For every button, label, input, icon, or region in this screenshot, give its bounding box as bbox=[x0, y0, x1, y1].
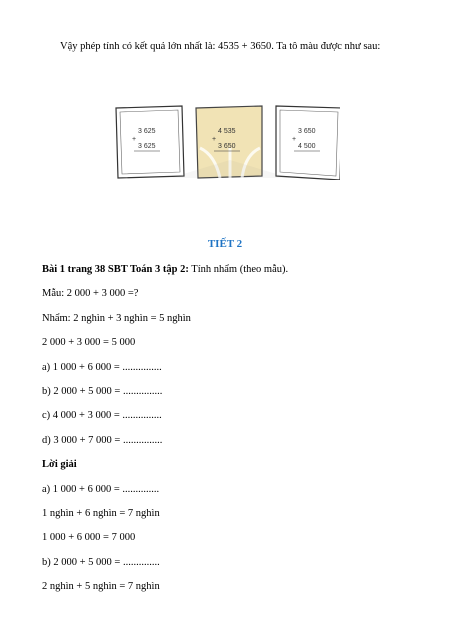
card-3-bottom: 4 500 bbox=[298, 143, 316, 150]
solution-line: a) 1 000 + 6 000 = .............. bbox=[42, 484, 160, 495]
card-3-op: + bbox=[292, 136, 297, 143]
text-line: Nhẩm: 2 nghìn + 3 nghìn = 5 nghìn bbox=[42, 313, 191, 324]
card-2-top: 4 535 bbox=[218, 128, 236, 135]
addition-cards-illustration bbox=[110, 100, 340, 180]
watermark-shape bbox=[170, 160, 290, 178]
section-heading: TIẾT 2 bbox=[207, 238, 243, 250]
text-line: b) 2 000 + 5 000 = ............... bbox=[42, 386, 163, 397]
text-line: a) 1 000 + 6 000 = ............... bbox=[42, 362, 162, 373]
solution-line: b) 2 000 + 5 000 = .............. bbox=[42, 557, 160, 568]
card-1-top: 3 625 bbox=[138, 128, 156, 135]
solution-line: 1 nghìn + 6 nghìn = 7 nghìn bbox=[42, 508, 160, 519]
solution-line: 1 000 + 6 000 = 7 000 bbox=[42, 532, 136, 543]
card-2-bottom: 3 650 bbox=[218, 143, 236, 150]
exercise-line bbox=[42, 263, 288, 276]
text-line: c) 4 000 + 3 000 = ............... bbox=[42, 410, 162, 421]
intro-text: Vậy phép tính có kết quả lớn nhất là: 4535 + 3650. Ta tô màu được như sau: bbox=[60, 41, 381, 52]
card-1 bbox=[116, 106, 184, 178]
text-line: d) 3 000 + 7 000 = ............... bbox=[42, 435, 163, 446]
card-3-top: 3 650 bbox=[298, 128, 316, 135]
card-1-op: + bbox=[132, 136, 137, 143]
exercise-instruction: Tính nhẩm (theo mẫu). bbox=[188, 264, 289, 275]
exercise-title: Bài 1 trang 38 SBT Toán 3 tập 2: bbox=[42, 264, 189, 275]
text-line: 2 000 + 3 000 = 5 000 bbox=[42, 337, 136, 348]
card-3 bbox=[276, 106, 340, 180]
solution-heading: Lời giải bbox=[42, 459, 77, 470]
text-line: Mẫu: 2 000 + 3 000 =? bbox=[42, 288, 139, 299]
card-2-op: + bbox=[212, 136, 217, 143]
solution-line: 2 nghìn + 5 nghìn = 7 nghìn bbox=[42, 581, 160, 592]
card-1-bottom: 3 625 bbox=[138, 143, 156, 150]
